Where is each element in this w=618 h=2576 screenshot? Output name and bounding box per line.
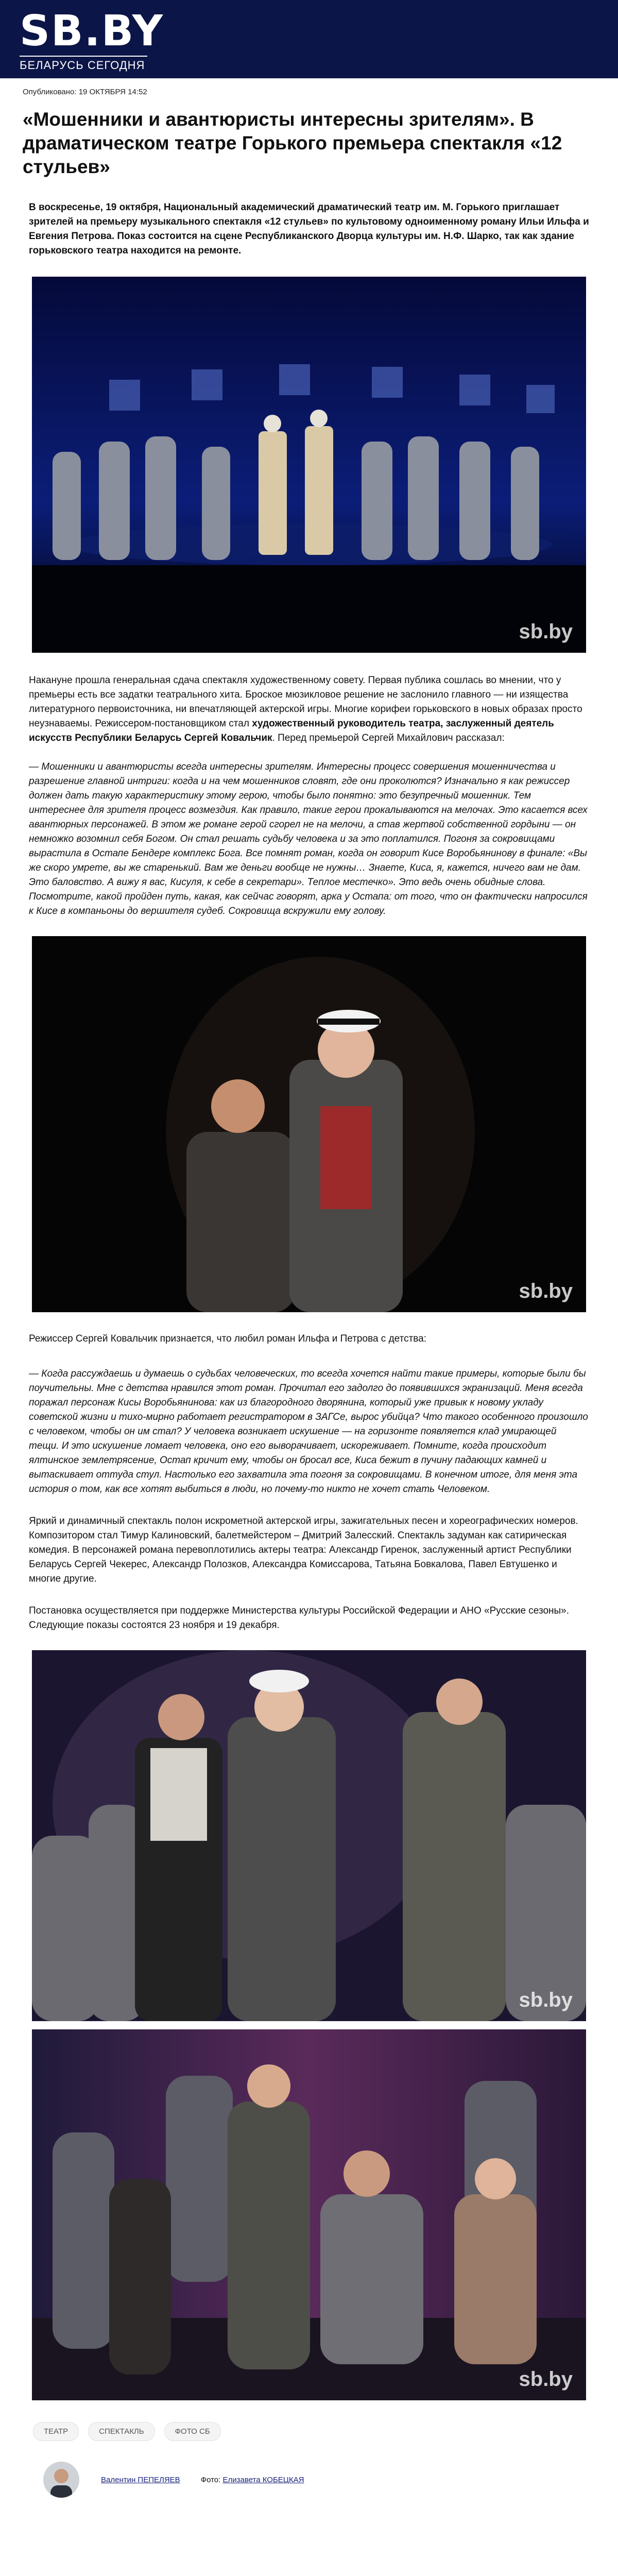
tag-photo-sb[interactable]: ФОТО СБ [164, 2422, 221, 2441]
photo-stage-chorus [32, 277, 586, 653]
tag-theatre[interactable]: ТЕАТР [33, 2422, 79, 2441]
photographer-link[interactable]: Елизавета КОБЕЦКАЯ [222, 2475, 304, 2484]
article-title: «Мошенники и авантюристы интересны зрителям». В драматическом театре Горького премьера спектакля «12 стульев» [23, 109, 562, 177]
article-photo-2 [32, 936, 586, 1312]
published-label: Опубликовано: [23, 88, 77, 96]
avatar-icon [43, 2462, 79, 2498]
author-byline [101, 2476, 180, 2484]
photo-watermark: sb.by [519, 1280, 573, 1302]
photo-watermark: sb.by [519, 1989, 573, 2011]
photo-credit [201, 2476, 304, 2484]
publish-info [23, 88, 595, 96]
photo-watermark: sb.by [519, 2368, 573, 2391]
p1-director: художественный руководитель театра, заслуженный деятель искусств Республики Беларусь Сергей Ковальчик [29, 718, 554, 743]
photo-two-actors [32, 936, 586, 1312]
photo-credit-label: Фото: [200, 2475, 221, 2484]
logo-tagline: БЕЛАРУСЬ СЕГОДНЯ [20, 56, 147, 72]
article-photo-4 [32, 2029, 586, 2400]
published-date: 19 ОКТЯБРЯ 14:52 [78, 88, 147, 96]
p1-tail: . Перед премьерой Сергей Михайлович рассказал: [272, 733, 505, 743]
quote-1: — Мошенники и авантюристы всегда интересны зрителям. Интересны процесс совершения мошенничества и разрешение главной интриги: когда и на чем мошенников словят, где они проколются? Изначально я как режиссер должен дать такую характеристику этому герою, чтобы было понятно: это безупречный мошенник. Тем интереснее для зрителя процесс возмездия. Как правило, такие герои прокалываются на мелочах. Это касается всех авантюрных персонажей. В этом же романе герой сгорел не на мелочи, а став жертвой собственной гордыни — он немножко возомнил себя Богом. Он стал решать судьбу человека и за это поплатился. Погоня за сокровищами вырастила в Остапе Бендере комплекс Бога. Все помнят роман, когда он говорит Кисе Воробьянинову в финале: «Вы же скоро умрете, вы же старенький. Вам же деньги вообще не нужны… Знаете, Киса, я, кажется, ничего вам не дам. Это баловство. А вижу я вас, Кисуля, к себе в секретари». Теплое местечко». Это ведь очень обидные слова. Посмотрите, какой пройден путь, какая, как сейчас говорят, арка у Остапа: от того, что он фактически напросился к Кисе в компаньоны до вершителя судеб. Сокровища вскружили ему голову. [29, 761, 588, 917]
article-paragraph-4: Постановка осуществляется при поддержке Министерства культуры Российской Федерации и АНО «Русские сезоны». Следующие показы состоятся 23 ноября и 19 декабря. [29, 1605, 570, 1631]
logo-text: SB.BY [20, 7, 164, 56]
tag-performance[interactable]: СПЕКТАКЛЬ [88, 2422, 154, 2441]
author-avatar[interactable] [43, 2462, 79, 2498]
photo-ensemble-1 [32, 1650, 586, 2021]
article [0, 88, 618, 2498]
article-photo-1 [32, 277, 586, 653]
author-link[interactable]: Валентин ПЕПЕЛЯЕВ [101, 2475, 180, 2484]
photo-watermark: sb.by [519, 620, 573, 643]
article-lead: В воскресенье, 19 октября, Национальный академический драматический театр им. М. Горького приглашает зрителей на премьеру музыкального спектакля «12 стульев» по культовому одноименному роману Ильи Ильфа и Евгения Петрова. Показ состоится на сцене Республиканского Дворца культуры им. Н.Ф. Шарко, так как здание горьковского театра находится на ремонте. [29, 202, 589, 256]
article-paragraph-1 [23, 673, 595, 745]
tag-list [33, 2422, 595, 2441]
site-header [0, 0, 618, 78]
article-paragraph-2: Режиссер Сергей Ковальчик признается, что любил роман Ильфа и Петрова с детства: [29, 1333, 427, 1344]
photo-ensemble-2 [32, 2029, 586, 2400]
site-logo[interactable] [20, 7, 164, 72]
article-photo-3 [32, 1650, 586, 2021]
quote-2: — Когда рассуждаешь и думаешь о судьбах человеческих, то всегда хочется найти такие примеры, которые были бы поучительны. Мне с детства нравился этот роман. Прочитал его задолго до появившихся экранизаций. Меня всегда поражал персонаж Кисы Воробьянинова: как из благородного дворянина, который уже привык к новому укладу советской жизни и тихо-мирно работает регистратором в ЗАГСе, вырос убийца? Что такого особенного произошло с человеком, чтобы он им стал? У человека возникает искушение — на горизонте появляется клад умирающей тещи. И это искушение ломает человека, оно его выворачивает, искореживает. Помните, когда происходит ялтинское землетрясение, Остап кричит ему, чтобы он бросал все, Киса бежит в пучину падающих камней и вытаскивает оттуда стул. Настолько его захватила эта погоня за сокровищами. В конечном итоге, для меня эта история о том, как все хотят выбиться в люди, но почему-то никто не хочет стать Человеком. [29, 1368, 588, 1495]
article-paragraph-3: Яркий и динамичный спектакль полон искрометной актерской игры, зажигательных песен и хореографических номеров. Композитором стал Тимур Калиновский, балетмейстером – Дмитрий Залесский. Спектакль задуман как сатирическая комедия. В персонажей романа перевоплотились актеры театра: Александр Гиренок, заслуженный артист Республики Беларусь Сергей Чекерес, Александр Полозков, Александра Комиссарова, Татьяна Бовкалова, Павел Евтушенко и многие другие. [29, 1516, 578, 1584]
article-credits [43, 2462, 595, 2498]
p1-text: Накануне прошла генеральная сдача спектакля художественному совету. Первая публика сошлась во мнении, что у премьеры есть все задатки театрального хита. Броское мюзикловое решение не заслонило главного — ни изящества литературного первоисточника, ни впечатляющей актерской игры. Многие корифеи горьковского в новых образах просто неузнаваемы. Режиссером-постановщиком стал [29, 675, 582, 729]
